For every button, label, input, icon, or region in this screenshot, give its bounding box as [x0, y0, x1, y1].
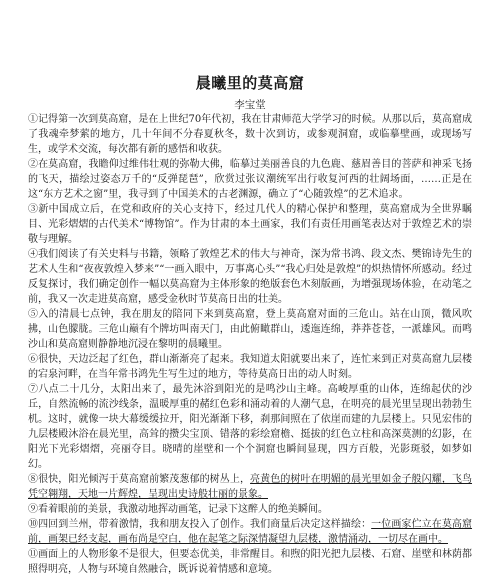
article-paragraph — [28, 472, 472, 502]
paragraph-text: ⑧很快，阳光倾泻于莫高窟前繁茂葱郁的树丛上， — [28, 474, 251, 485]
paragraph-text: ⑥很快，天边泛起了红色，群山渐渐亮了起来。我知道太阳就要出来了，连忙来到正对莫高窟九层楼的宕泉河畔，在当年常书鸿先生写生过的地方，等待莫高日出的动人时刻。 — [28, 354, 472, 380]
article-paragraph — [28, 352, 472, 382]
paragraph-text: ②在莫高窟，我瞻仰过维伟壮观的弥勒大佛，临摹过美丽善良的九色鹿、慈眉善目的菩萨和神采飞扬的飞天，描绘过姿态万千的“反弹琵琶”，欣赏过张议潮统军出行收复河西的壮阔场面，……正是在这“东方艺术之窗”里，我寻到了中国美术的古老渊源，确立了“心随敦煌”的艺术追求。 — [28, 159, 472, 200]
article-paragraph — [28, 517, 472, 547]
article-paragraph — [28, 547, 472, 577]
paragraph-text: ⑩四回到兰州，带着激情，我和朋友投入了创作。我们商量后决定这样描绘： — [28, 519, 372, 530]
article-body — [28, 112, 472, 577]
underlined-sentence: 一位画家伫立在莫高窟前，画架已经支起，画布尚是空白，他在起笔之际深情凝望九层楼，激情涌动，一切尽在画中。 — [28, 519, 473, 545]
article-author: 李宝堂 — [234, 99, 266, 111]
underlined-sentence: 亮黄色的树叶在明媚的晨光里如金子般闪耀，飞鸟凭空翱翔，天地一片辉煌，呈现出史诗般壮丽的景象。 — [28, 474, 473, 500]
article-paragraph — [28, 247, 472, 307]
article-paragraph — [28, 157, 472, 202]
article-paragraph — [28, 307, 472, 352]
paragraph-text: ①记得第一次到莫高窟，是在上世纪70年代初，我在甘肃师范大学学习的时候。从那以后，莫高窟成了我魂牵梦萦的地方，几十年间不分春夏秋冬，数十次到访，或参观洞窟，或临摹壁画，或现场写生，或学术交流，每次都有新的感悟和收获。 — [28, 114, 472, 155]
article-paragraph — [28, 382, 472, 472]
paragraph-text: ⑦八点二十几分，太阳出来了，最先沐浴到阳光的是鸣沙山主峰。高峻厚重的山体，连绵起伏的沙丘，自然流畅的流沙线条，温暖厚重的赭红色彩和涌动着的人潮气息，在明亮的晨光里呈现出勃勃生机。这时，就像一块大幕缓缓拉开，阳光渐渐下移，刹那间照在了依崖而建的九层楼上。只见宏伟的九层楼殿沐浴在晨光里，高耸的攒尖宝顶、错落的彩绘窟檐、挺拔的红色立柱和高深莫测的幻影，在阳光下光彩熠熠，亮丽夺目。晓晴的崖壁和一个个洞窟也瞬间显现，四方百般，光影斑驳，如梦如幻。 — [28, 384, 472, 470]
article-paragraph — [28, 502, 472, 517]
paragraph-text: ⑤入的清晨七点钟，我在朋友的陪同下来到莫高窟，登上莫高窟对面的三危山。站在山顶，微风吹拂，山色朦胧。三危山巅有个牌坊叫南天门，由此俯瞰群山，逶迤连绵，莽莽苍苍，一派雄风。而鸣沙山和莫高窟则静静地沉浸在黎明的晨曦里。 — [28, 309, 472, 350]
paragraph-text: ⑪画面上的人物形象不是很大，但要态优美，非常醒目。和煦的阳光把九层楼、石窟、崖壁和林荫都照得明亮，人物与环境自然融合，既诉说着情感和意境。 — [28, 549, 472, 575]
paragraph-text: ③新中国成立后，在党和政府的关心支持下，经过几代人的精心保护和整理，莫高窟成为全世界瞩目、光彩熠熠的古代美术“博物馆”。作为甘肃的本土画家，我们有责任用画笔表达对于敦煌艺术的崇敬与理解。 — [28, 204, 472, 245]
paragraph-text: ⑨看着眼前的美景，我激动地挥动画笔，记录下这醉人的绝美瞬间。 — [28, 504, 328, 515]
paragraph-text: ④我们阅读了有关史料与书籍，领略了敦煌艺术的伟大与神奇，深为常书鸿、段文杰、樊锦诗先生的艺术人生和“夜夜敦煌入梦来”“一画入眼中，万事离心头”“我心归处是敦煌”的炽热情怀所感动。经过反复探讨，我们确定创作一幅以莫高窟为主体形象的绝版套色木刻版画，为增强现场体验，在动笔之前，我又一次走进莫高窟，感受金秋时节莫高日出的壮美。 — [28, 249, 472, 305]
article-title: 晨曦里的莫高窟 — [195, 74, 305, 92]
article-paragraph — [28, 112, 472, 157]
article-paragraph — [28, 202, 472, 247]
